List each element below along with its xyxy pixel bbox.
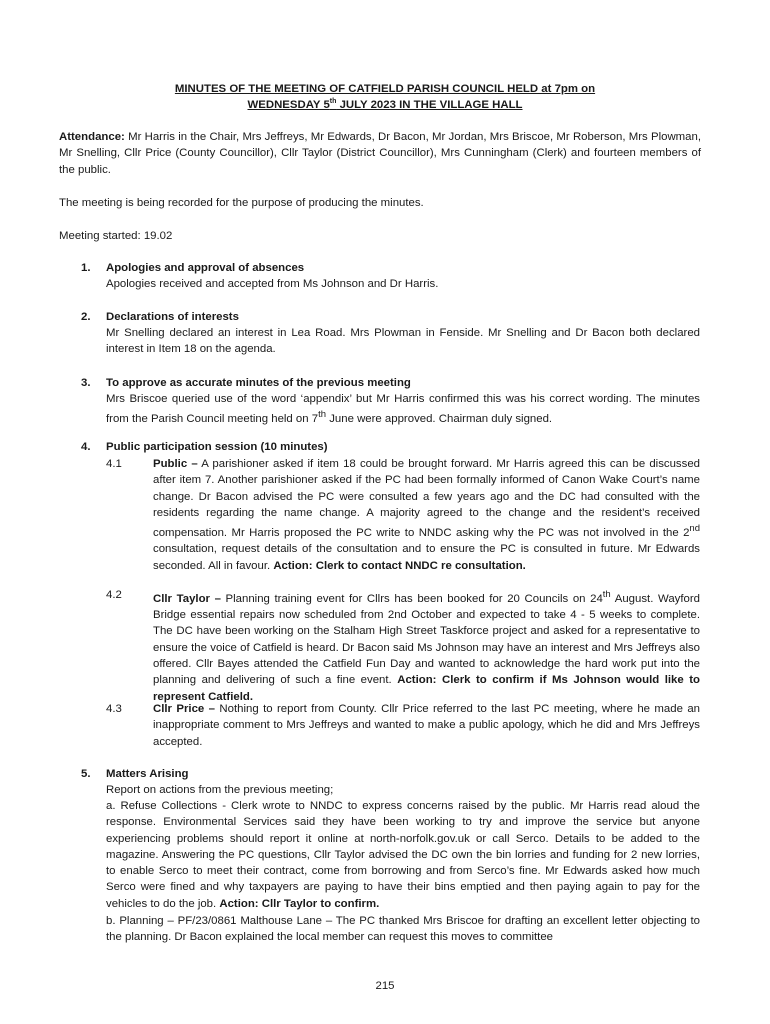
- title-line-1: MINUTES OF THE MEETING OF CATFIELD PARISH COUNCIL HELD at 7pm on: [174, 83, 596, 95]
- item-4-1-lead: Public –: [153, 458, 198, 470]
- item-4-3-text: Nothing to report from County. Cllr Price referred to the last PC meeting, where he made an inappropriate comment to Mrs Jeffreys and wanted to make a public apology, which he did and Mrs Jeffreys accepted.: [153, 703, 700, 748]
- section-3-body-pre: Mrs Briscoe queried use of the word ‘appendix’ but Mr Harris confirmed this was his correct wording. The minutes from the Parish Council meeting held on 7: [106, 393, 700, 426]
- section-4-heading: [81, 439, 701, 455]
- item-4-1-action: Action: Clerk to contact NNDC re consultation.: [273, 559, 526, 572]
- item-4-1-number: 4.1: [106, 458, 122, 470]
- item-4-1-body: [153, 456, 700, 574]
- title-line-2-post: JULY 2023 IN THE VILLAGE HALL: [336, 99, 523, 112]
- section-5-heading: [81, 766, 701, 782]
- title-line-2-sup: th: [329, 98, 337, 106]
- page-title: [60, 81, 710, 114]
- item-4-2-text-sup: th: [602, 589, 611, 600]
- section-3-body-sup: th: [318, 409, 327, 421]
- item-4-3-body: [153, 701, 700, 750]
- item-4-2-text-post: August. Wayford Bridge essential repairs now scheduled from 2nd October and expected to take 4 - 5 weeks to complete. The DC have been working on the Stalham High Street Taskforce project and asked for a representative to ensure the voice of Catfield is heard. Dr Bacon said Ms Johnson may have an interest and Mrs Jeffreys also offered. Cllr Bayes attended the Catfield Fun Day and wanted to acknowledge the hard work put into the planning and delivering of such a fine event.: [153, 592, 700, 687]
- section-5-intro: Report on actions from the previous meeting;: [106, 784, 334, 796]
- section-3-title: To approve as accurate minutes of the previous meeting: [106, 377, 411, 389]
- section-1-title: Apologies and approval of absences: [106, 262, 305, 274]
- section-3-heading: [81, 375, 701, 391]
- item-4-2-lead: Cllr Taylor –: [153, 592, 221, 605]
- section-2-number: 2.: [81, 311, 91, 323]
- attendance-text: Mr Harris in the Chair, Mrs Jeffreys, Mr Edwards, Dr Bacon, Mr Jordan, Mrs Briscoe, Mr Roberson, Mrs Plowman, Mr Snelling, Cllr Price (County Councillor), Cllr Taylor (District Councillor), Mrs Cunningham (Clerk) and fourteen members of the public.: [59, 131, 701, 176]
- item-4-1-text-sup: nd: [689, 523, 700, 535]
- recording-note: The meeting is being recorded for the purpose of producing the minutes.: [59, 197, 424, 209]
- section-5-item-a-text: a. Refuse Collections - Clerk wrote to NNDC to express concerns raised by the public. Mr Harris read aloud the response. Environmental Services said they have been working to try and improve the service but anyone experiencing problems should report it online at north-norfolk.gov.uk or call Serco. Details to be added to the magazine. Answering the PC questions, Cllr Taylor advised the DC own the bin lorries and funding for 2 new lorries, to enable Serco to meet their contract, come from borrowing and from Serco’s fine. Mr Edwards asked how much Serco were fined and why taxpayers are paying to have their bins emptied and then paying again to pay for the vehicles to do the job.: [106, 800, 700, 910]
- section-4-title: Public participation session (10 minutes): [106, 441, 328, 453]
- section-2-body: Mr Snelling declared an interest in Lea Road. Mrs Plowman in Fenside. Mr Snelling and Dr Bacon both declared interest in Item 18 on the agenda.: [106, 327, 700, 356]
- section-2-title: Declarations of interests: [106, 311, 239, 323]
- page-number: 215: [375, 980, 395, 992]
- item-4-1-text-post: consultation, request details of the consultation and to ensure the PC is consulted in future. Mr Edwards seconded. All in favour.: [153, 543, 700, 572]
- attendance-paragraph: [59, 129, 701, 178]
- section-5-title: Matters Arising: [106, 768, 189, 780]
- item-4-3-number: 4.3: [106, 703, 122, 715]
- item-4-2-body: [153, 587, 700, 705]
- attendance-label: Attendance:: [59, 131, 125, 143]
- item-4-2-text-pre: Planning training event for Cllrs has been booked for 20 Councils on 24: [220, 592, 603, 605]
- title-line-2-pre: WEDNESDAY 5: [247, 99, 330, 112]
- item-4-3-lead: Cllr Price –: [153, 703, 216, 715]
- section-4-number: 4.: [81, 441, 91, 453]
- item-4-2-number: 4.2: [106, 589, 122, 601]
- title-line-2: [60, 97, 710, 113]
- section-3-body: [106, 391, 700, 427]
- section-5-item-a-action: Action: Cllr Taylor to confirm.: [219, 897, 380, 910]
- section-5-item-b: b. Planning – PF/23/0861 Malthouse Lane – The PC thanked Mrs Briscoe for drafting an excellent letter objecting to the planning. Dr Bacon explained the local member can request this moves to committee: [106, 915, 700, 944]
- section-3-number: 3.: [81, 377, 91, 389]
- section-2-heading: [81, 309, 701, 325]
- section-5-item-a: [106, 798, 700, 912]
- item-4-2-action: Action: Clerk to confirm if Ms Johnson would like to represent Catfield.: [153, 674, 700, 703]
- item-4-1-text-pre: A parishioner asked if item 18 could be brought forward. Mr Harris agreed this can be discussed after item 7. Another parishioner asked if the PC had been formally informed of Canon Wake Court’s name change. Dr Bacon advised the PC were consulted a few years ago and the DC had consulted with the residents regarding the name change. A majority agreed to the change and the resident’s received compensation. Mr Harris proposed the PC write to NNDC asking why the PC was not involved in the 2: [153, 458, 700, 539]
- meeting-started: Meeting started: 19.02: [59, 230, 173, 242]
- section-3-body-post: June were approved. Chairman duly signed.: [326, 413, 553, 426]
- section-1-body: Apologies received and accepted from Ms Johnson and Dr Harris.: [106, 278, 439, 290]
- section-1-heading: [81, 260, 701, 276]
- section-5-number: 5.: [81, 768, 91, 780]
- section-1-number: 1.: [81, 262, 91, 274]
